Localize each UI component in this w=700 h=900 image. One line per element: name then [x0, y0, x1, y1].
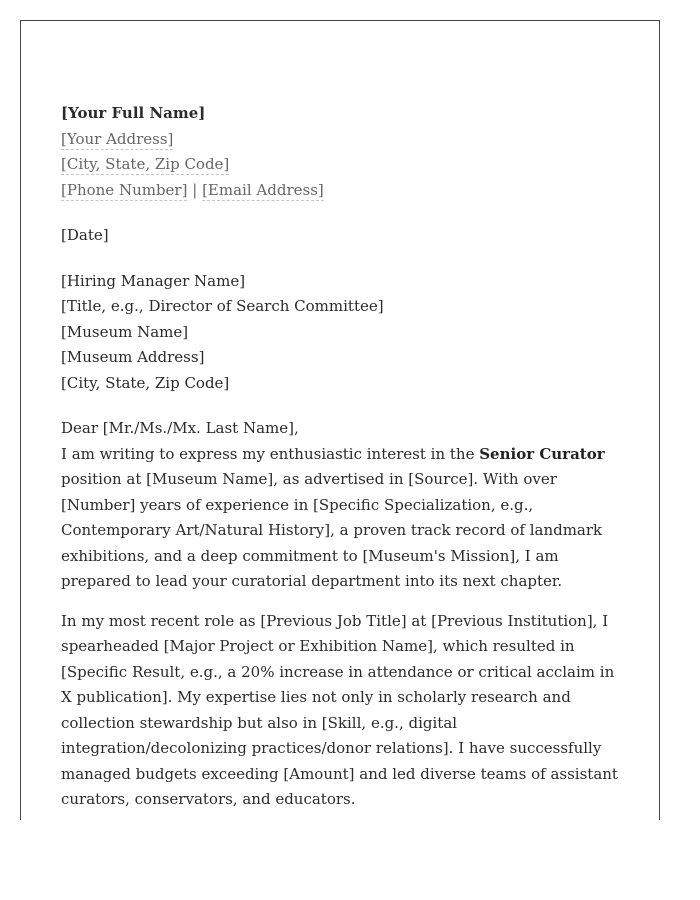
recipient-name: [Hiring Manager Name] — [61, 271, 246, 290]
contact-separator: | — [192, 180, 198, 199]
letter-date: [Date] — [61, 226, 109, 244]
sender-name[interactable]: [Your Full Name] — [61, 104, 206, 122]
recipient-address: [Museum Address] — [61, 348, 205, 366]
letter-page — [20, 20, 660, 820]
date-block — [61, 223, 621, 249]
body-paragraph-1 — [61, 442, 621, 595]
recipient-title: [Title, e.g., Director of Search Committee] — [61, 297, 384, 315]
sender-block — [61, 101, 621, 203]
sender-city-state-zip[interactable]: [City, State, Zip Code] — [61, 155, 230, 173]
sender-email[interactable]: [Email Address] — [202, 180, 324, 199]
recipient-city-state-zip: [City, State, Zip Code] — [61, 373, 230, 392]
recipient-museum: [Museum Name] — [61, 322, 189, 341]
body-paragraph-2: In my most recent role as [Previous Job Title] at [Previous Institution], I spearheaded [Major Project or Exhibition Name], which resulted in [Specific Result, e.g., a 20% increase in attendance or critical acclaim in X publication]. My expertise lies not only in scholarly research and collection stewardship but also in [Skill, e.g., digital integration/decolonizing practices/donor relations]. I have successfully managed budgets exceeding [Amount] and led diverse teams of assistant curators, conservators, and educators. — [61, 611, 618, 808]
letter-content — [61, 101, 621, 813]
sender-phone[interactable]: [Phone Number] — [61, 180, 188, 199]
letter-body — [61, 416, 621, 813]
p1-text-after: position at [Museum Name], as advertised in [Source]. With over [Number] years of experience in [Specific Specialization, e.g., Contemporary Art/Natural History], a proven track record of landmark exhibitions, and a deep commitment to [Museum's Mission], I am prepared to lead your curatorial department into its next chapter. — [61, 470, 603, 590]
recipient-block — [61, 269, 621, 397]
role-title: Senior Curator — [479, 444, 605, 463]
salutation: Dear [Mr./Ms./Mx. Last Name], — [61, 419, 299, 437]
sender-address[interactable]: [Your Address] — [61, 129, 174, 148]
p1-text-before: I am writing to express my enthusiastic interest in the — [61, 444, 480, 463]
